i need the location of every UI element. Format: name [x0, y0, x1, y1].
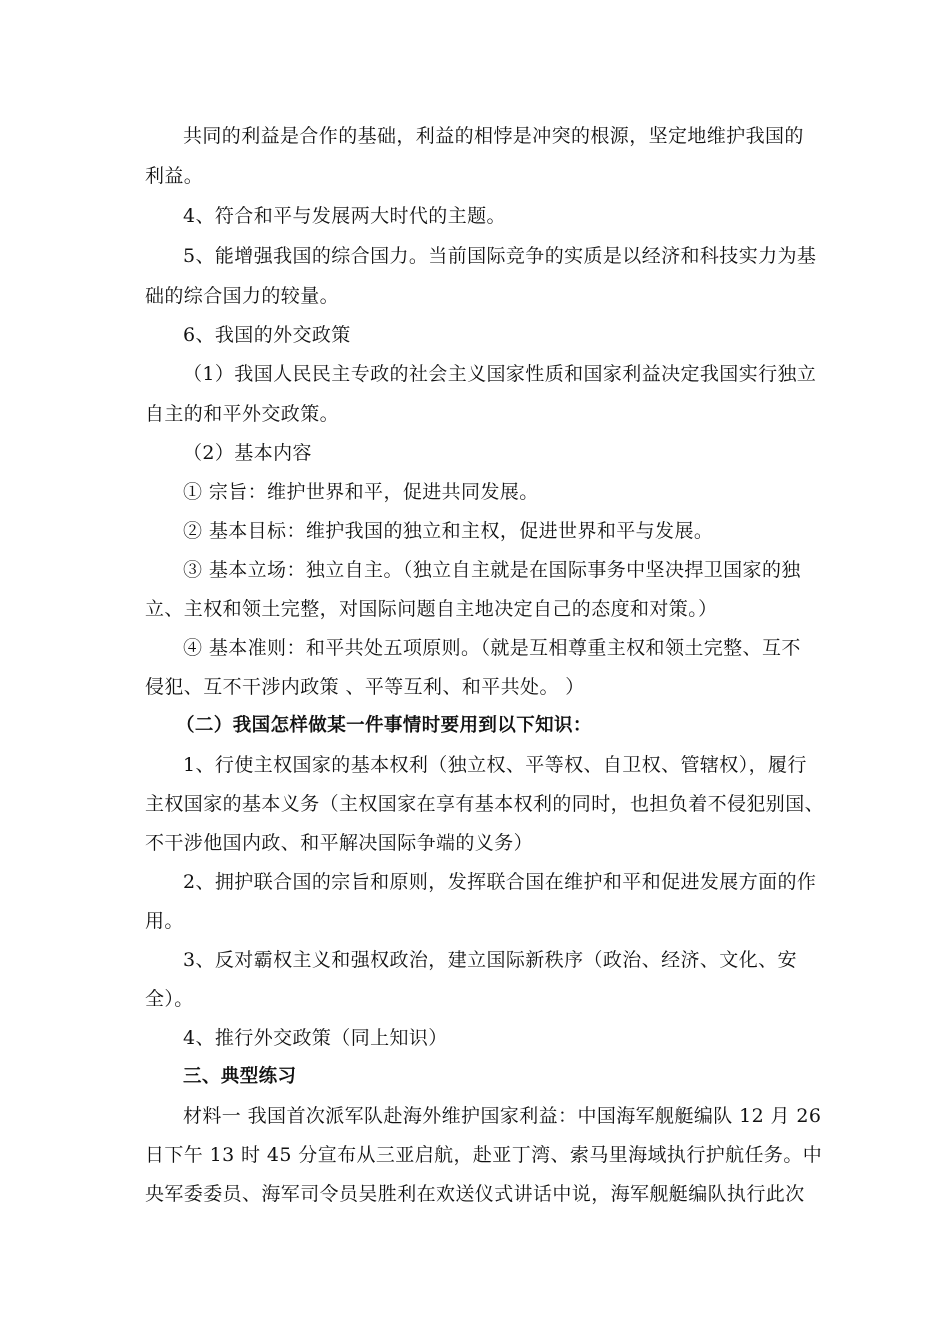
- section-heading: 三、典型练习: [183, 1066, 297, 1087]
- paragraph-line: 自主的和平外交政策。: [145, 403, 340, 425]
- paragraph-line: 5、能增强我国的综合国力。当前国际竞争的实质是以经济和科技实力为基: [183, 245, 817, 267]
- paragraph-line: 1、行使主权国家的基本权利（独立权、平等权、自卫权、管辖权），履行: [183, 754, 807, 776]
- paragraph-line: 6、我国的外交政策: [183, 324, 351, 346]
- paragraph-line: 3、反对霸权主义和强权政治，建立国际新秩序（政治、经济、文化、安: [183, 949, 797, 971]
- paragraph-line: 用。: [145, 910, 184, 932]
- paragraph-line: ③ 基本立场：独立自主。（独立自主就是在国际事务中坚决捍卫国家的独: [183, 559, 801, 581]
- section-heading: （二）我国怎样做某一件事情时要用到以下知识：: [176, 715, 592, 736]
- paragraph-line: 主权国家的基本义务（主权国家在享有基本权利的同时，也担负着不侵犯别国、: [145, 793, 825, 815]
- paragraph-line: 础的综合国力的较量。: [145, 285, 340, 307]
- paragraph-line: 4、推行外交政策（同上知识）: [183, 1027, 448, 1049]
- paragraph-line: 4、符合和平与发展两大时代的主题。: [183, 205, 506, 227]
- paragraph-line: 立、主权和领土完整，对国际问题自主地决定自己的态度和对策。）: [145, 598, 718, 620]
- paragraph-line: 日下午 13 时 45 分宣布从三亚启航，赴亚丁湾、索马里海域执行护航任务。中: [145, 1144, 823, 1166]
- paragraph-line: 材料一 我国首次派军队赴海外维护国家利益：中国海军舰艇编队 12 月 26: [183, 1105, 822, 1127]
- paragraph-line: ④ 基本准则：和平共处五项原则。（就是互相尊重主权和领土完整、互不: [183, 637, 801, 659]
- paragraph-line: 共同的利益是合作的基础，利益的相悖是冲突的根源，坚定地维护我国的: [183, 125, 804, 147]
- paragraph-line: （2）基本内容: [183, 442, 312, 464]
- paragraph-line: （1）我国人民民主专政的社会主义国家性质和国家利益决定我国实行独立: [183, 363, 817, 385]
- paragraph-line: 2、拥护联合国的宗旨和原则，发挥联合国在维护和平和促进发展方面的作: [183, 871, 817, 893]
- paragraph-line: 不干涉他国内政、和平解决国际争端的义务）: [145, 832, 534, 854]
- paragraph-line: 侵犯、互不干涉内政策 、平等互利、和平共处。 ）: [145, 676, 585, 698]
- paragraph-line: 央军委委员、海军司令员吴胜利在欢送仪式讲话中说，海军舰艇编队执行此次: [145, 1183, 805, 1205]
- paragraph-line: 利益。: [145, 165, 204, 187]
- paragraph-line: 全）。: [145, 988, 194, 1010]
- paragraph-line: ① 宗旨：维护世界和平，促进共同发展。: [183, 481, 539, 503]
- paragraph-line: ② 基本目标：维护我国的独立和主权，促进世界和平与发展。: [183, 520, 714, 542]
